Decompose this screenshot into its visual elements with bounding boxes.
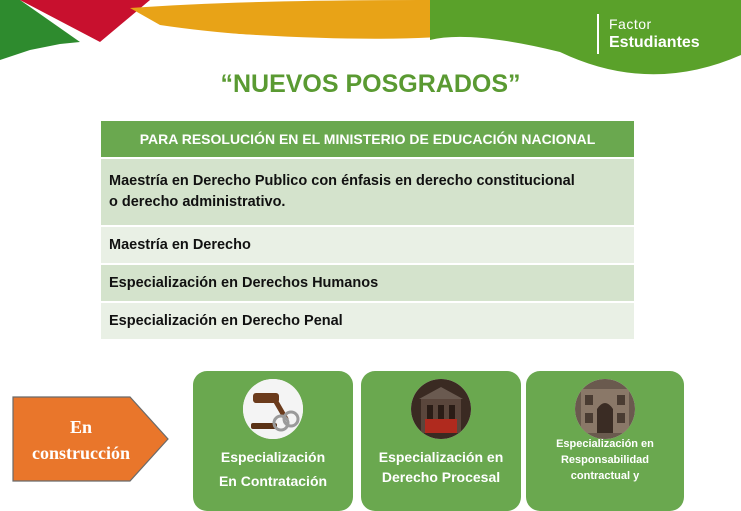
program-card[interactable] (193, 371, 353, 511)
card-line1: Especialización (220, 449, 326, 465)
row-label (109, 171, 575, 213)
table-header: PARA RESOLUCIÓN EN EL MINISTERIO DE EDUCACIÓN NACIONAL (101, 121, 634, 159)
card-line1: Especialización en (378, 449, 504, 465)
row-label-line2: o derecho administrativo. (109, 194, 286, 210)
card-line3: contractual y (570, 470, 640, 482)
logo-line1: Factor (609, 16, 652, 32)
table-row (101, 265, 634, 303)
card-line2: Derecho Procesal (381, 469, 501, 485)
table-row (101, 227, 634, 265)
logo-divider (597, 14, 599, 54)
courthouse-icon (411, 379, 471, 439)
row-label: Especialización en Derechos Humanos (109, 275, 379, 291)
card-line2: Responsabilidad (560, 454, 650, 466)
card-line2: En Contratación (218, 473, 328, 489)
building-icon (575, 379, 635, 439)
table-row (101, 159, 634, 227)
gavel-handcuffs-icon (243, 379, 303, 439)
logo-line2: Estudiantes (609, 34, 700, 51)
table-row (101, 303, 634, 341)
program-card[interactable] (526, 371, 684, 511)
card-label (367, 447, 515, 487)
card-line1: Especialización en (556, 438, 654, 450)
program-card[interactable] (361, 371, 521, 511)
card-label (532, 436, 678, 484)
status-line1: En (69, 417, 93, 437)
factor-estudiantes-logo (597, 12, 737, 56)
row-label-line1: Maestría en Derecho Publico con énfasis en derecho constitucional (109, 172, 575, 189)
status-label (12, 414, 150, 466)
page-title: “NUEVOS POSGRADOS” (220, 70, 521, 98)
row-label: Maestría en Derecho (109, 237, 251, 253)
status-line2: construcción (32, 443, 130, 463)
programs-table (101, 121, 634, 341)
row-label: Especialización en Derecho Penal (109, 313, 343, 329)
